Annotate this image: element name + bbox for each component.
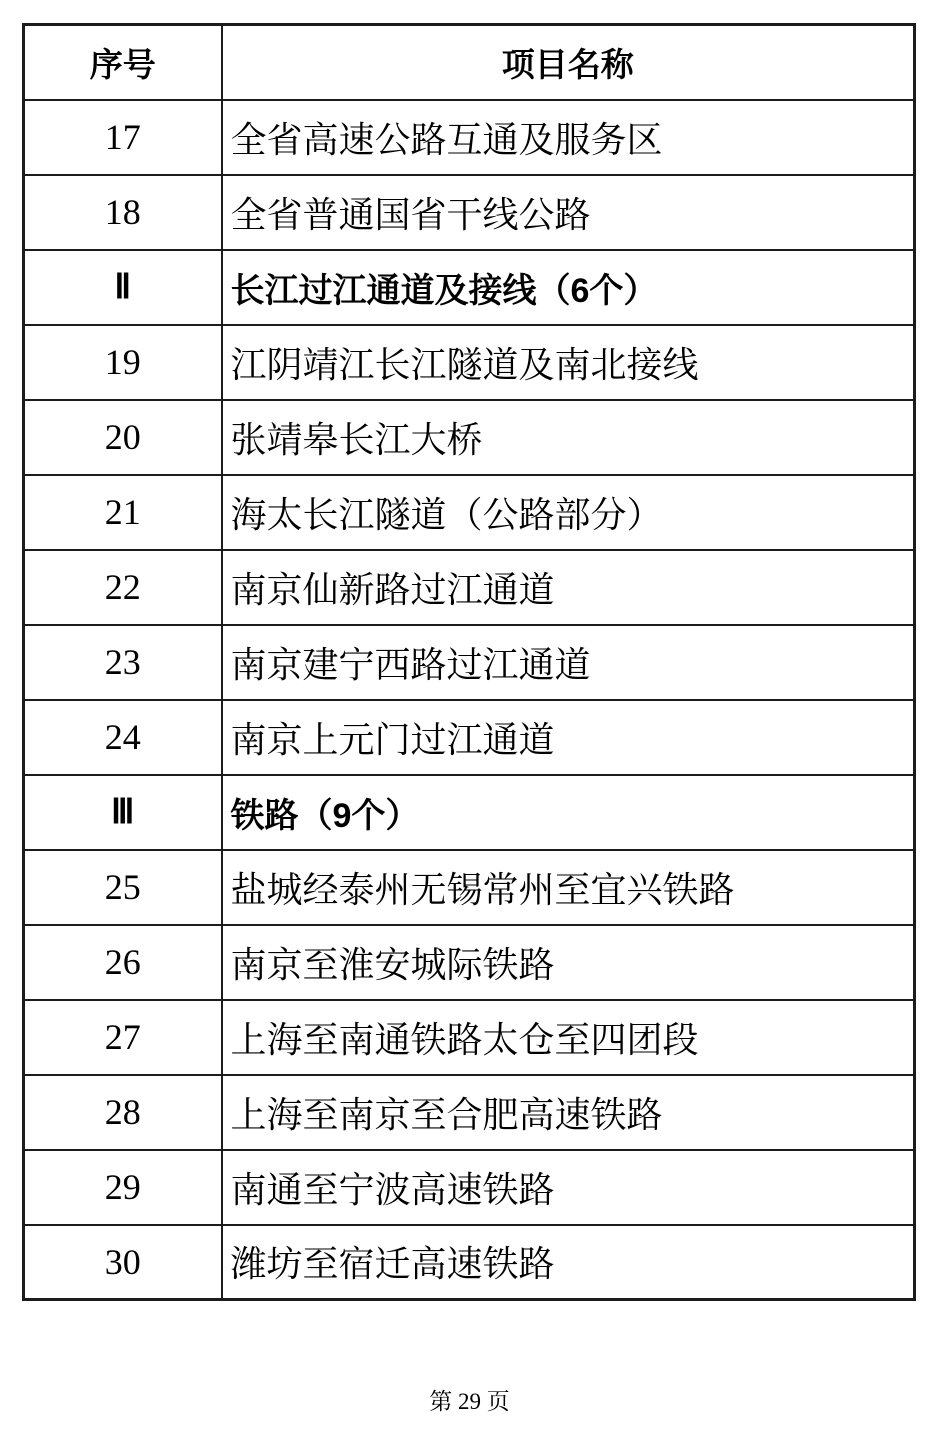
row-serial-cell: 28 [24,1075,222,1150]
table-row [24,550,915,625]
row-name-cell: 南通至宁波高速铁路 [222,1150,915,1225]
table-row [24,1000,915,1075]
row-serial-cell: Ⅱ [24,250,222,325]
row-serial-cell: 17 [24,100,222,175]
row-name-cell: 潍坊至宿迁高速铁路 [222,1225,915,1300]
table-row [24,1150,915,1225]
row-name-cell: 海太长江隧道（公路部分） [222,475,915,550]
row-serial-cell: 21 [24,475,222,550]
row-serial-cell: 27 [24,1000,222,1075]
row-name-cell: 南京仙新路过江通道 [222,550,915,625]
row-name-cell: 铁路（9个） [222,775,915,850]
row-name-cell: 长江过江通道及接线（6个） [222,250,915,325]
row-serial-cell: 24 [24,700,222,775]
table-row [24,475,915,550]
header-project-name: 项目名称 [222,25,915,100]
row-name-cell: 全省高速公路互通及服务区 [222,100,915,175]
row-serial-cell: 20 [24,400,222,475]
row-serial-cell: 18 [24,175,222,250]
project-table [22,23,916,1301]
row-serial-cell: 25 [24,850,222,925]
row-serial-cell: 30 [24,1225,222,1300]
row-name-cell: 张靖皋长江大桥 [222,400,915,475]
table-row [24,700,915,775]
page-number: 第 29 页 [429,1389,510,1414]
header-serial-number: 序号 [24,25,222,100]
row-name-cell: 盐城经泰州无锡常州至宜兴铁路 [222,850,915,925]
table-row [24,1225,915,1300]
table-row [24,1075,915,1150]
table-body [24,100,915,1300]
table-row [24,850,915,925]
row-serial-cell: 26 [24,925,222,1000]
table-row [24,325,915,400]
row-serial-cell: 29 [24,1150,222,1225]
row-name-cell: 上海至南京至合肥高速铁路 [222,1075,915,1150]
row-serial-cell: 22 [24,550,222,625]
row-serial-cell: 23 [24,625,222,700]
table-row [24,100,915,175]
table-row [24,175,915,250]
row-name-cell: 南京上元门过江通道 [222,700,915,775]
table-header-row [24,25,915,100]
row-name-cell: 江阴靖江长江隧道及南北接线 [222,325,915,400]
row-name-cell: 南京建宁西路过江通道 [222,625,915,700]
table-row [24,925,915,1000]
row-serial-cell: 19 [24,325,222,400]
table-row [24,400,915,475]
table-row [24,625,915,700]
row-serial-cell: Ⅲ [24,775,222,850]
table-row [24,775,915,850]
row-name-cell: 南京至淮安城际铁路 [222,925,915,1000]
row-name-cell: 全省普通国省干线公路 [222,175,915,250]
table-row [24,250,915,325]
row-name-cell: 上海至南通铁路太仓至四团段 [222,1000,915,1075]
